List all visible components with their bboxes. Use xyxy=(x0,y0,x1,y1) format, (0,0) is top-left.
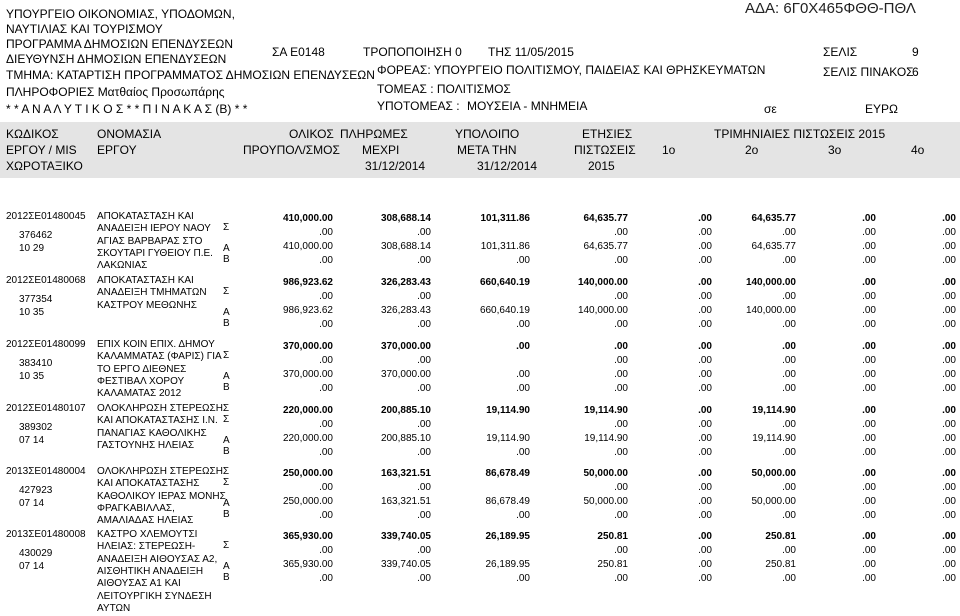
table-page-value: 6 xyxy=(912,65,919,79)
project-name-line: ΗΛΕΙΑΣ: ΣΤΕΡΕΩΣΗ- xyxy=(97,541,196,553)
value-top: 50,000.00 xyxy=(583,468,628,479)
value-b: .00 xyxy=(862,510,876,521)
value-top: .00 xyxy=(862,405,876,416)
value-s: .00 xyxy=(782,355,796,366)
value-top: 50,000.00 xyxy=(751,468,796,479)
value-a: .00 xyxy=(698,433,712,444)
value-b: .00 xyxy=(942,383,956,394)
value-b: .00 xyxy=(417,383,431,394)
value-top: .00 xyxy=(942,213,956,224)
value-s: .00 xyxy=(614,227,628,238)
value-b: .00 xyxy=(698,447,712,458)
ypotomeas-label: ΥΠΟΤΟΜΕΑΣ : xyxy=(377,99,460,113)
value-s: .00 xyxy=(319,355,333,366)
col-name-header: ΕΡΓΟΥ xyxy=(97,143,137,157)
row-label-A: Α xyxy=(223,243,230,254)
value-top: .00 xyxy=(614,341,628,352)
value-a: 660,640.19 xyxy=(479,305,530,316)
value-top: 64,635.77 xyxy=(751,213,796,224)
value-s: .00 xyxy=(862,419,876,430)
value-a: .00 xyxy=(942,496,956,507)
value-top: .00 xyxy=(698,213,712,224)
value-b: .00 xyxy=(862,447,876,458)
col-quarter-header: 1ο xyxy=(662,143,676,157)
value-s: .00 xyxy=(614,482,628,493)
value-top: 250.81 xyxy=(597,531,628,542)
col-annual-header: ΠΙΣΤΩΣΕΙΣ xyxy=(574,143,636,157)
value-a: 140,000.00 xyxy=(745,305,796,316)
foreas: ΦΟΡΕΑΣ: ΥΠΟΥΡΓΕΙΟ ΠΟΛΙΤΙΣΜΟΥ, ΠΑΙΔΕΙΑΣ ΚΑΙ ΘΡΗΣΚΕΥΜΑΤΩΝ xyxy=(377,63,766,77)
project-name-line: ΣΚΟΥΤΑΡΙ ΓΥΘΕΙΟΥ Π.Ε. xyxy=(97,247,213,259)
value-b: .00 xyxy=(319,510,333,521)
value-b: .00 xyxy=(319,255,333,266)
value-a: 250.81 xyxy=(597,559,628,570)
value-s: .00 xyxy=(782,291,796,302)
project-name-line: ΑΙΘΟΥΣΑΣ Α1 ΚΑΙ xyxy=(97,578,181,590)
project-mis: 376462 xyxy=(19,230,53,241)
value-a: 339,740.05 xyxy=(380,559,431,570)
value-top: .00 xyxy=(862,341,876,352)
value-s: .00 xyxy=(698,419,712,430)
value-b: .00 xyxy=(319,383,333,394)
value-a: 163,321.51 xyxy=(380,496,431,507)
value-b: .00 xyxy=(698,255,712,266)
project-code: 2012ΣΕ01480045 xyxy=(6,211,86,222)
value-a: .00 xyxy=(862,369,876,380)
project-total-a: 365,930.00 xyxy=(282,559,333,570)
project-total: 410,000.00 xyxy=(282,213,333,224)
value-top: .00 xyxy=(698,277,712,288)
value-b: .00 xyxy=(942,510,956,521)
row-label-A: Α xyxy=(223,561,230,572)
value-s: .00 xyxy=(942,545,956,556)
value-b: .00 xyxy=(614,510,628,521)
project-mis: 427923 xyxy=(19,485,53,496)
row-label-S: Σ xyxy=(223,540,230,551)
sa-code: ΣΑ Ε0148 xyxy=(272,45,325,59)
value-b: .00 xyxy=(319,573,333,584)
value-a: 64,635.77 xyxy=(751,241,796,252)
value-s: .00 xyxy=(782,545,796,556)
value-a: 140,000.00 xyxy=(577,305,628,316)
value-b: .00 xyxy=(614,319,628,330)
row-label-A: Α xyxy=(223,371,230,382)
col-name-header: ΟΝΟΜΑΣΙΑ xyxy=(97,127,162,141)
row-label-S: Σ xyxy=(223,477,230,488)
value-a: .00 xyxy=(782,369,796,380)
value-top: 19,114.90 xyxy=(752,405,796,416)
col-quarter-header: 3ο xyxy=(828,143,842,157)
row-label-B: Β xyxy=(223,572,230,583)
value-a: 370,000.00 xyxy=(380,369,431,380)
col-code-header: ΕΡΓΟΥ / MIS xyxy=(6,143,77,157)
value-s: .00 xyxy=(862,545,876,556)
project-mis: 383410 xyxy=(19,358,53,369)
value-top: 370,000.00 xyxy=(380,341,431,352)
page-value: 9 xyxy=(912,45,919,59)
project-code: 2012ΣΕ01480107 xyxy=(6,403,86,414)
project-name-line: ΑΠΟΚΑΤΑΣΤΑΣΗ ΚΑΙ xyxy=(97,275,194,286)
value-b: .00 xyxy=(614,255,628,266)
project-code: 2013ΣΕ01480008 xyxy=(6,529,86,540)
value-top: 339,740.05 xyxy=(380,531,431,542)
project-name-line: ΠΑΝΑΓΙΑΣ ΚΑΘΟΛΙΚΗΣ xyxy=(97,427,207,439)
project-total-a: 250,000.00 xyxy=(282,496,333,507)
value-a: .00 xyxy=(862,241,876,252)
project-total-a: 410,000.00 xyxy=(282,241,333,252)
value-a: 50,000.00 xyxy=(751,496,796,507)
value-a: 200,885.10 xyxy=(380,433,431,444)
value-s: .00 xyxy=(698,291,712,302)
value-top: .00 xyxy=(942,341,956,352)
value-s: .00 xyxy=(417,545,431,556)
org-line: ΥΠΟΥΡΓΕΙΟ ΟΙΚΟΝΟΜΙΑΣ, ΥΠΟΔΟΜΩΝ, xyxy=(6,7,235,21)
project-name-line: ΚΑΛΑΜΜΑΤΑΣ (ΦΑΡΙΣ) ΓΙΑ xyxy=(97,351,222,363)
value-top: 163,321.51 xyxy=(380,468,431,479)
value-b: .00 xyxy=(417,447,431,458)
value-s: .00 xyxy=(319,419,333,430)
col-code-header: ΧΩΡΟΤΑΞΙΚΟ xyxy=(6,159,83,173)
tomeas: ΤΟΜΕΑΣ : ΠΟΛΙΤΙΣΜΟΣ xyxy=(377,82,511,96)
col-annual-header: 2015 xyxy=(588,159,615,173)
value-a: 101,311.86 xyxy=(480,241,530,252)
value-b: .00 xyxy=(862,255,876,266)
value-s: .00 xyxy=(417,355,431,366)
col-code-header: ΚΩΔΙΚΟΣ xyxy=(6,127,59,141)
table-page-label: ΣΕΛΙΣ ΠΙΝΑΚΟΣ xyxy=(823,65,914,79)
value-s: .00 xyxy=(942,419,956,430)
value-top: 19,114.90 xyxy=(584,405,628,416)
col-remaining-header: ΥΠΟΛΟΙΠΟ xyxy=(455,127,520,141)
col-annual-header: ΕΤΗΣΙΕΣ xyxy=(582,127,633,141)
value-top: .00 xyxy=(862,531,876,542)
value-top: 64,635.77 xyxy=(583,213,628,224)
value-a: .00 xyxy=(698,369,712,380)
value-a: .00 xyxy=(862,496,876,507)
value-s: .00 xyxy=(942,291,956,302)
value-top: .00 xyxy=(942,277,956,288)
value-top: .00 xyxy=(698,531,712,542)
value-s: .00 xyxy=(417,227,431,238)
value-b: .00 xyxy=(417,255,431,266)
value-top: .00 xyxy=(862,213,876,224)
value-a: 50,000.00 xyxy=(583,496,628,507)
project-total: 365,930.00 xyxy=(282,531,333,542)
value-a: .00 xyxy=(698,305,712,316)
value-s: .00 xyxy=(942,482,956,493)
value-a: 308,688.14 xyxy=(380,241,431,252)
value-a: 26,189.95 xyxy=(485,559,530,570)
col-total-header: ΠΡΟΥΠΟΛ/ΣΜΟΣ xyxy=(243,143,340,157)
value-top: .00 xyxy=(942,405,956,416)
value-b: .00 xyxy=(516,383,530,394)
value-s: .00 xyxy=(782,227,796,238)
value-b: .00 xyxy=(417,319,431,330)
value-b: .00 xyxy=(516,319,530,330)
value-top: .00 xyxy=(782,341,796,352)
row-label-S: Σ xyxy=(223,350,230,361)
value-a: .00 xyxy=(942,305,956,316)
project-name-line: ΟΛΟΚΛΗΡΩΣΗ ΣΤΕΡΕΩΣΗΣ xyxy=(97,466,230,477)
value-a: .00 xyxy=(698,241,712,252)
value-b: .00 xyxy=(417,510,431,521)
project-name-line: ΑΝΑΔΕΙΞΗ ΤΜΗΜΑΤΩΝ xyxy=(97,287,207,299)
value-b: .00 xyxy=(698,319,712,330)
value-s: .00 xyxy=(614,355,628,366)
value-s: .00 xyxy=(862,291,876,302)
value-a: 19,114.90 xyxy=(486,433,530,444)
value-top: 140,000.00 xyxy=(577,277,628,288)
project-code: 2012ΣΕ01480068 xyxy=(6,275,86,286)
project-code: 2013ΣΕ01480004 xyxy=(6,466,86,477)
value-top: .00 xyxy=(862,468,876,479)
project-name-line: ΕΠΙΧ ΚΟΙΝ ΕΠΙΧ. ΔΗΜΟΥ xyxy=(97,339,215,350)
value-top: 140,000.00 xyxy=(745,277,796,288)
value-s: .00 xyxy=(862,227,876,238)
value-top: .00 xyxy=(516,341,530,352)
value-a: .00 xyxy=(862,559,876,570)
value-s: .00 xyxy=(862,355,876,366)
value-s: .00 xyxy=(614,419,628,430)
col-paid-header: 31/12/2014 xyxy=(365,159,426,173)
row-label-S: Σ xyxy=(223,222,230,233)
value-b: .00 xyxy=(614,447,628,458)
value-top: .00 xyxy=(698,341,712,352)
value-s: .00 xyxy=(417,419,431,430)
value-a: .00 xyxy=(942,559,956,570)
col-quarter-header: 4ο xyxy=(911,143,925,157)
row-label-B: Β xyxy=(223,509,230,520)
project-area: 10 35 xyxy=(19,371,45,382)
currency: ΕΥΡΩ xyxy=(865,102,898,116)
value-top: .00 xyxy=(698,468,712,479)
project-area: 07 14 xyxy=(19,498,45,509)
value-s: .00 xyxy=(319,291,333,302)
project-total-a: 220,000.00 xyxy=(282,433,333,444)
currency-prefix: σε xyxy=(764,102,777,116)
value-s: .00 xyxy=(319,227,333,238)
org-line: ΤΜΗΜΑ: ΚΑΤΑΡΤΙΣΗ ΠΡΟΓΡΑΜΜΑΤΟΣ ΔΗΜΟΣΙΩΝ ΕΠΕΝΔΥΣΕΩΝ xyxy=(6,68,375,82)
project-name-line: ΓΑΣΤΟΥΝΗΣ ΗΛΕΙΑΣ xyxy=(97,439,195,451)
value-b: .00 xyxy=(782,383,796,394)
project-name-line: ΑΝΑΔΕΙΞΗ ΑΙΘΟΥΣΑΣ Α2, xyxy=(97,553,218,565)
value-s: .00 xyxy=(614,291,628,302)
col-remaining-header: 31/12/2014 xyxy=(477,159,538,173)
value-b: .00 xyxy=(862,319,876,330)
value-b: .00 xyxy=(942,573,956,584)
page-label: ΣΕΛΙΣ xyxy=(823,45,858,59)
value-b: .00 xyxy=(782,319,796,330)
project-name-line: ΦΡΑΓΚΑΒΙΛΛΑΣ, xyxy=(97,502,175,514)
project-name-line: ΟΛΟΚΛΗΡΩΣΗ ΣΤΕΡΕΩΣΗΣ xyxy=(97,403,230,414)
value-b: .00 xyxy=(698,573,712,584)
col-paid-header: ΠΛΗΡΩΜΕΣ xyxy=(340,127,408,141)
value-s: .00 xyxy=(698,482,712,493)
project-area: 10 29 xyxy=(19,243,45,254)
project-mis: 389302 xyxy=(19,422,53,433)
value-b: .00 xyxy=(782,573,796,584)
value-top: .00 xyxy=(862,277,876,288)
value-b: .00 xyxy=(319,319,333,330)
row-label-S: Σ xyxy=(223,414,230,425)
org-line: ΔΙΕΥΘΥΝΣΗ ΔΗΜΟΣΙΩΝ ΕΠΕΝΔΥΣΕΩΝ xyxy=(6,52,227,66)
project-total-a: 986,923.62 xyxy=(282,305,333,316)
value-s: .00 xyxy=(698,227,712,238)
value-b: .00 xyxy=(942,319,956,330)
modification: ΤΡΟΠΟΠΟΙΗΣΗ 0 xyxy=(363,45,462,59)
project-name-line: ΑΠΟΚΑΤΑΣΤΑΣΗ ΚΑΙ xyxy=(97,211,194,222)
value-b: .00 xyxy=(698,510,712,521)
org-line: ΠΡΟΓΡΑΜΜΑ ΔΗΜΟΣΙΩΝ ΕΠΕΝΔΥΣΕΩΝ xyxy=(6,37,233,51)
value-top: 326,283.43 xyxy=(380,277,431,288)
project-area: 10 35 xyxy=(19,307,45,318)
value-b: .00 xyxy=(942,447,956,458)
org-line: ΠΛΗΡΟΦΟΡΙΕΣ Ματθαίος Προσωπάρης xyxy=(6,85,225,99)
row-label-B: Β xyxy=(223,254,230,265)
project-name-line: ΑΓΙΑΣ ΒΑΡΒΑΡΑΣ ΣΤΟ xyxy=(97,235,203,247)
project-name-line: ΛΑΚΩΝΙΑΣ xyxy=(97,260,148,272)
col-paid-header: ΜΕΧΡΙ xyxy=(362,143,400,157)
value-b: .00 xyxy=(614,383,628,394)
col-remaining-header: ΜΕΤΑ ΤΗΝ xyxy=(457,143,517,157)
project-total: 986,923.62 xyxy=(282,277,333,288)
col-quarter-header: 2ο xyxy=(745,143,759,157)
value-s: .00 xyxy=(614,545,628,556)
row-label-B: Β xyxy=(223,382,230,393)
value-s: .00 xyxy=(698,545,712,556)
col-total-header: ΟΛΙΚΟΣ xyxy=(289,127,334,141)
project-name-line: ΑΙΣΘΗΤΙΚΗ ΑΝΑΔΕΙΞΗ xyxy=(97,565,204,577)
value-a: .00 xyxy=(942,241,956,252)
value-a: .00 xyxy=(516,369,530,380)
value-a: .00 xyxy=(942,369,956,380)
value-s: .00 xyxy=(782,482,796,493)
value-s: .00 xyxy=(698,355,712,366)
value-b: .00 xyxy=(862,573,876,584)
value-top: 101,311.86 xyxy=(480,213,530,224)
value-b: .00 xyxy=(614,573,628,584)
project-total: 220,000.00 xyxy=(282,405,333,416)
value-b: .00 xyxy=(862,383,876,394)
value-top: 200,885.10 xyxy=(380,405,431,416)
value-top: .00 xyxy=(942,468,956,479)
value-b: .00 xyxy=(516,447,530,458)
value-a: 250.81 xyxy=(765,559,796,570)
row-label-S: Σ xyxy=(223,286,230,297)
project-name-line: ΚΑΙ ΑΠΟΚΑΤΑΣΤΑΣΗΣ xyxy=(97,478,200,490)
project-name-line: ΛΕΙΤΟΥΡΓΙΚΗ ΣΥΝΔΕΣΗ xyxy=(97,590,212,602)
value-a: .00 xyxy=(698,559,712,570)
row-label-B: Β xyxy=(223,446,230,457)
value-a: .00 xyxy=(614,369,628,380)
project-area: 07 14 xyxy=(19,561,45,572)
value-b: .00 xyxy=(782,255,796,266)
row-label-A: Α xyxy=(223,307,230,318)
row-label-B: Β xyxy=(223,318,230,329)
value-top: 250.81 xyxy=(765,531,796,542)
value-s: .00 xyxy=(319,545,333,556)
value-b: .00 xyxy=(782,510,796,521)
row-label-A: Α xyxy=(223,498,230,509)
org-line: ΝΑΥΤΙΛΙΑΣ ΚΑΙ ΤΟΥΡΙΣΜΟΥ xyxy=(6,22,163,36)
value-a: 86,678.49 xyxy=(485,496,530,507)
value-top: 19,114.90 xyxy=(486,405,530,416)
value-b: .00 xyxy=(516,510,530,521)
value-s: .00 xyxy=(319,482,333,493)
row-label-A: Α xyxy=(223,435,230,446)
value-b: .00 xyxy=(319,447,333,458)
value-a: 19,114.90 xyxy=(752,433,796,444)
ypotomeas-value: ΜΟΥΣΕΙΑ - ΜΝΗΜΕΙΑ xyxy=(467,99,588,113)
project-name-line: ΚΑΣΤΡΟΥ ΜΕΘΩΝΗΣ xyxy=(97,299,197,311)
value-a: .00 xyxy=(942,433,956,444)
value-b: .00 xyxy=(417,573,431,584)
project-name-line: ΚΑΘΟΛΙΚΟΥ ΙΕΡΑΣ ΜΟΝΗΣ xyxy=(97,490,226,502)
project-name-line: ΑΥΤΩΝ xyxy=(97,602,131,614)
value-b: .00 xyxy=(782,447,796,458)
project-name-line: ΦΕΣΤΙΒΑΛ ΧΟΡΟΥ xyxy=(97,375,185,387)
project-name-line: ΤΟ ΕΡΓΟ ΔΙΕΘΝΕΣ xyxy=(97,363,187,375)
project-name-line: ΑΜΑΛΙΑΔΑΣ ΗΛΕΙΑΣ xyxy=(97,515,194,527)
project-total: 370,000.00 xyxy=(282,341,333,352)
modification-date: ΤΗΣ 11/05/2015 xyxy=(488,45,574,59)
value-top: 26,189.95 xyxy=(485,531,530,542)
value-a: .00 xyxy=(862,305,876,316)
project-name-line: ΚΑΙ ΑΠΟΚΑΤΑΣΤΑΣΗΣ Ι.Ν. xyxy=(97,415,218,427)
value-s: .00 xyxy=(782,419,796,430)
value-top: 86,678.49 xyxy=(485,468,530,479)
value-b: .00 xyxy=(516,255,530,266)
value-a: .00 xyxy=(862,433,876,444)
value-b: .00 xyxy=(516,573,530,584)
value-s: .00 xyxy=(862,482,876,493)
value-s: .00 xyxy=(417,291,431,302)
project-mis: 377354 xyxy=(19,294,53,305)
project-total: 250,000.00 xyxy=(282,468,333,479)
value-a: .00 xyxy=(698,496,712,507)
value-s: .00 xyxy=(417,482,431,493)
value-top: .00 xyxy=(698,405,712,416)
project-total-a: 370,000.00 xyxy=(282,369,333,380)
value-a: 19,114.90 xyxy=(584,433,628,444)
col-quarterly-header: ΤΡΙΜΗΝΙΑΙΕΣ ΠΙΣΤΩΣΕΙΣ 2015 xyxy=(714,127,886,141)
tables-title: * * Α Ν Α Λ Υ Τ Ι Κ Ο Σ * * Π Ι Ν Α Κ Α Σ (Β) * * xyxy=(6,102,248,116)
project-name-line: ΚΑΣΤΡΟ ΧΛΕΜΟΥΤΣΙ xyxy=(97,529,198,540)
project-name-line: ΚΑΛΑΜΑΤΑΣ 2012 xyxy=(97,388,182,400)
value-top: .00 xyxy=(942,531,956,542)
value-a: 64,635.77 xyxy=(583,241,628,252)
project-name-line: ΑΝΑΔΕΙΞΗ ΙΕΡΟΥ ΝΑΟΥ xyxy=(97,223,211,235)
ada-code: ΑΔΑ: 6Γ0Χ465ΦΘΘ-ΠΘΛ xyxy=(745,0,916,17)
project-mis: 430029 xyxy=(19,548,53,559)
project-code: 2012ΣΕ01480099 xyxy=(6,339,86,350)
value-a: 326,283.43 xyxy=(380,305,431,316)
value-top: 660,640.19 xyxy=(479,277,530,288)
value-b: .00 xyxy=(942,255,956,266)
value-top: 308,688.14 xyxy=(380,213,431,224)
project-area: 07 14 xyxy=(19,435,45,446)
value-b: .00 xyxy=(698,383,712,394)
value-s: .00 xyxy=(942,227,956,238)
value-s: .00 xyxy=(942,355,956,366)
